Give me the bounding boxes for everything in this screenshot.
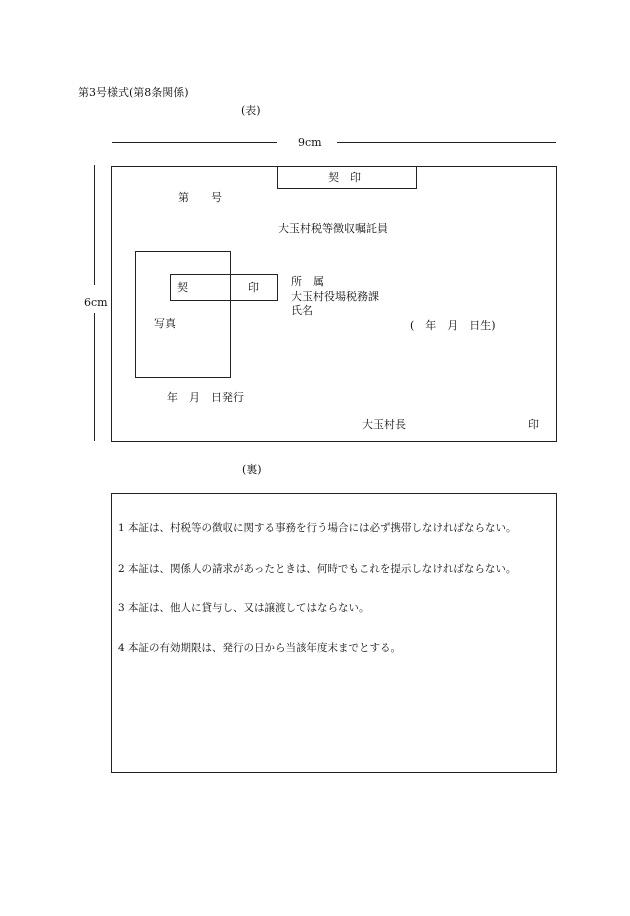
back-label: (裏) xyxy=(242,463,262,476)
back-item: 3 本証は、他人に貸与し、又は譲渡してはならない。 xyxy=(118,602,370,614)
photo-seal-left: 契 xyxy=(177,281,188,294)
card-back xyxy=(111,493,557,773)
back-item: 2 本証は、関係人の請求があったときは、何時でもこれを提示しなければならない。 xyxy=(118,563,517,575)
width-dimension-label: 9cm xyxy=(298,136,322,149)
name-label: 氏名 xyxy=(291,304,313,317)
top-seal-label: 契 印 xyxy=(328,171,361,184)
width-dimension-line-right xyxy=(337,142,556,143)
issue-date: 年 月 日発行 xyxy=(167,391,244,404)
width-dimension-line-left xyxy=(112,142,277,143)
form-title: 第3号様式(第8条関係) xyxy=(78,86,189,99)
height-dimension-line-bottom xyxy=(94,313,95,441)
issuer-seal: 印 xyxy=(528,418,539,431)
back-item: 1 本証は、村税等の徴収に関する事務を行う場合には必ず携帯しなければならない。 xyxy=(118,522,517,534)
affiliation-label: 所 属 xyxy=(291,275,324,288)
front-label: (表) xyxy=(241,104,261,117)
number-line: 第 号 xyxy=(178,191,222,204)
height-dimension-line-top xyxy=(94,165,95,285)
photo-label: 写真 xyxy=(154,317,176,330)
card-heading: 大玉村税等徴収嘱託員 xyxy=(278,222,388,235)
photo-seal-right: 印 xyxy=(248,281,259,294)
issuer-name: 大玉村長 xyxy=(362,418,406,431)
photo-frame xyxy=(135,251,231,378)
back-item: 4 本証の有効期限は、発行の日から当該年度末までとする。 xyxy=(118,642,402,654)
height-dimension-label: 6cm xyxy=(84,296,108,309)
birth-date-line: ( 年 月 日生) xyxy=(410,319,496,332)
affiliation-value: 大玉村役場税務課 xyxy=(291,290,379,303)
